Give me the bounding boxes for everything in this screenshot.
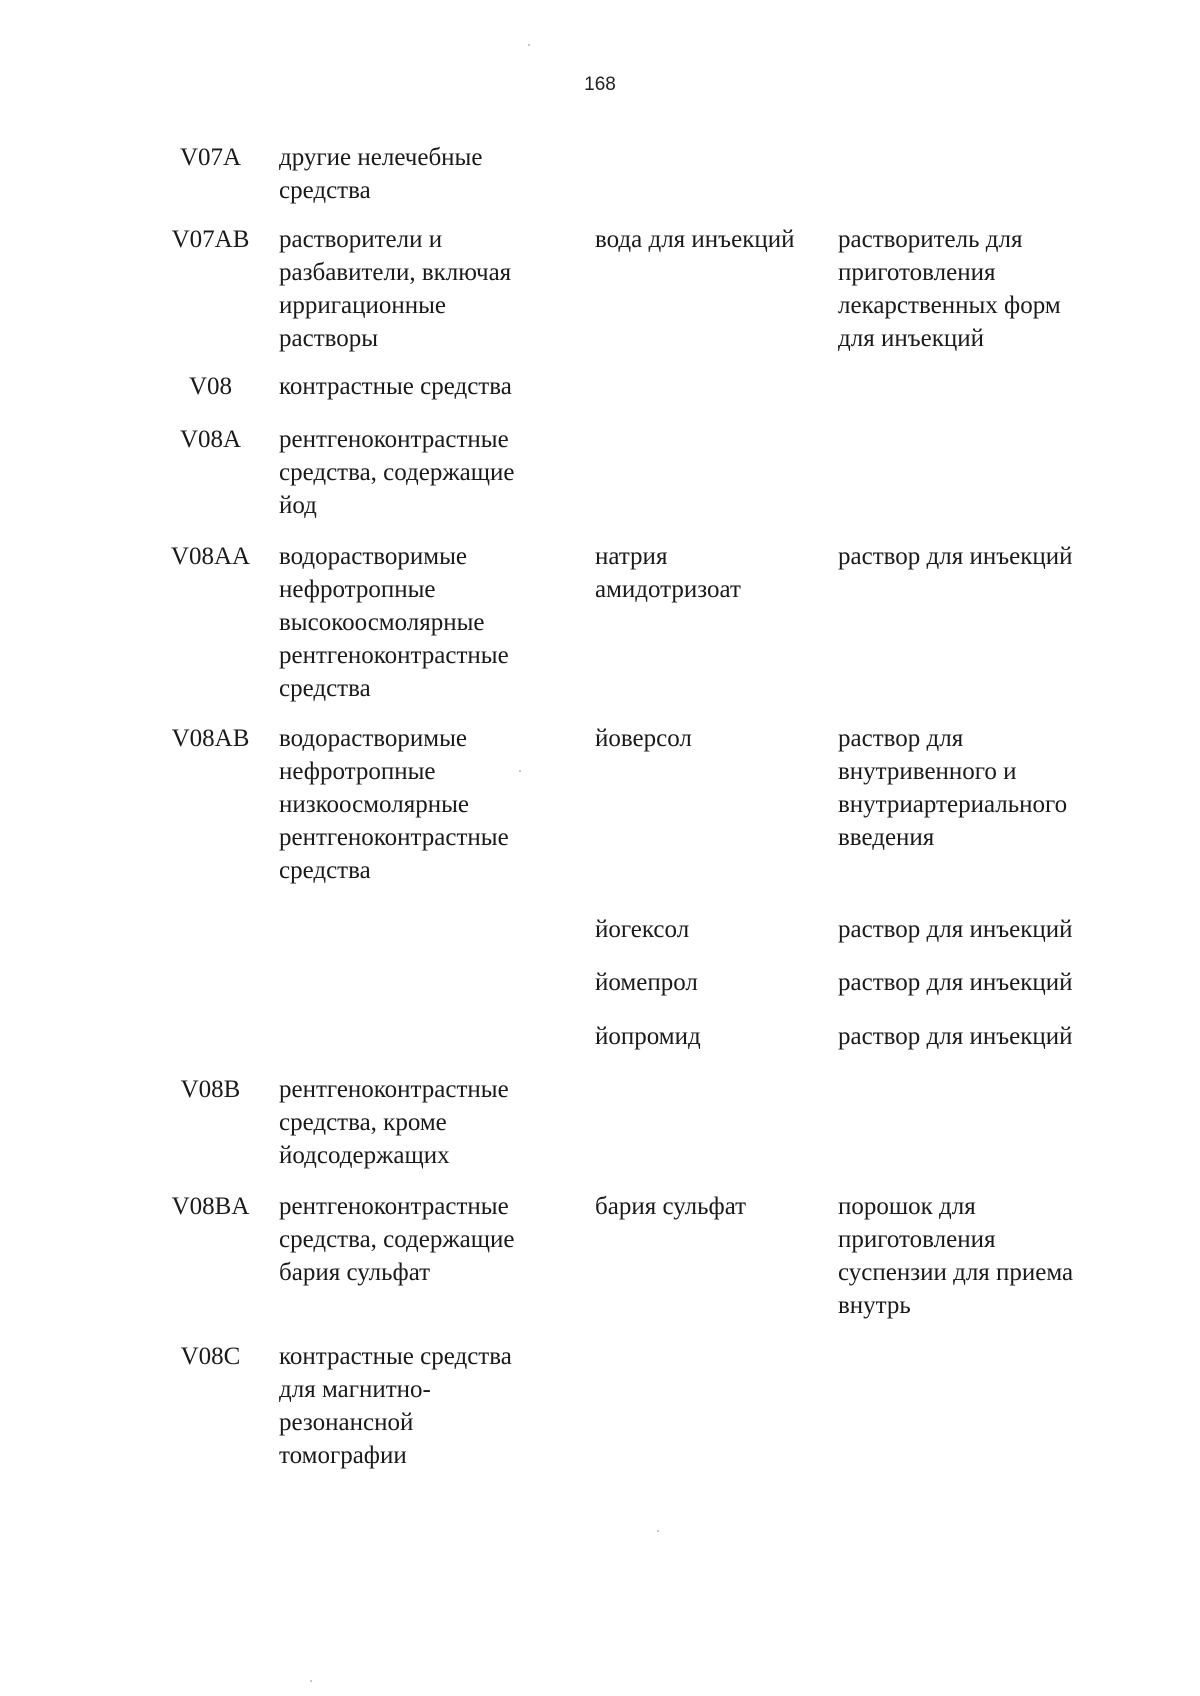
- dosage-form: раствор для инъекций: [838, 543, 1073, 570]
- anatomical-group: рентгеноконтрастные средства, кроме йодсодержащих: [279, 1076, 509, 1169]
- drug-name: йомепрол: [595, 969, 698, 996]
- scan-speck: [310, 1680, 312, 1682]
- atc-code: V07AB: [171, 226, 250, 253]
- anatomical-group: рентгеноконтрастные средства, содержащие бария сульфат: [279, 1193, 515, 1286]
- drug-name: йопромид: [595, 1023, 701, 1050]
- dosage-form: раствор для инъекций: [838, 916, 1073, 943]
- anatomical-group: контрастные средства: [279, 373, 512, 400]
- atc-code: V08C: [180, 1343, 241, 1370]
- scan-speck: [519, 770, 521, 772]
- drug-name: натрия амидотризоат: [595, 543, 741, 603]
- drug-name: йогексол: [595, 916, 690, 943]
- atc-code: V08B: [180, 1076, 241, 1103]
- anatomical-group: растворители и разбавители, включая ирригационные растворы: [279, 226, 512, 352]
- atc-code: V08BA: [171, 1193, 250, 1220]
- page-number: 168: [584, 74, 616, 95]
- dosage-form: раствор для внутривенного и внутриартериального введения: [838, 725, 1068, 851]
- atc-code: V08A: [179, 426, 242, 453]
- anatomical-group: контрастные средства для магнитно- резонансной томографии: [279, 1343, 512, 1469]
- anatomical-group: другие нелечебные средства: [279, 144, 483, 204]
- dosage-form: раствор для инъекций: [838, 969, 1073, 996]
- dosage-form: порошок для приготовления суспензии для приема внутрь: [838, 1193, 1074, 1319]
- anatomical-group: водорастворимые нефротропные низкоосмолярные рентгеноконтрастные средства: [279, 725, 509, 884]
- anatomical-group: рентгеноконтрастные средства, содержащие йод: [279, 426, 515, 519]
- atc-code: V08: [188, 373, 233, 400]
- anatomical-group: водорастворимые нефротропные высокоосмолярные рентгеноконтрастные средства: [279, 543, 509, 702]
- scan-speck: [657, 1530, 659, 1532]
- scan-speck: [528, 44, 530, 46]
- atc-code: V08AA: [170, 543, 251, 570]
- drug-name: йоверсол: [595, 725, 692, 752]
- drug-name: вода для инъекций: [595, 226, 795, 253]
- dosage-form: раствор для инъекций: [838, 1023, 1073, 1050]
- dosage-form: растворитель для приготовления лекарственных форм для инъекций: [838, 226, 1061, 352]
- atc-code: V08AB: [171, 725, 250, 752]
- atc-code: V07A: [179, 144, 242, 171]
- drug-name: бария сульфат: [595, 1193, 747, 1220]
